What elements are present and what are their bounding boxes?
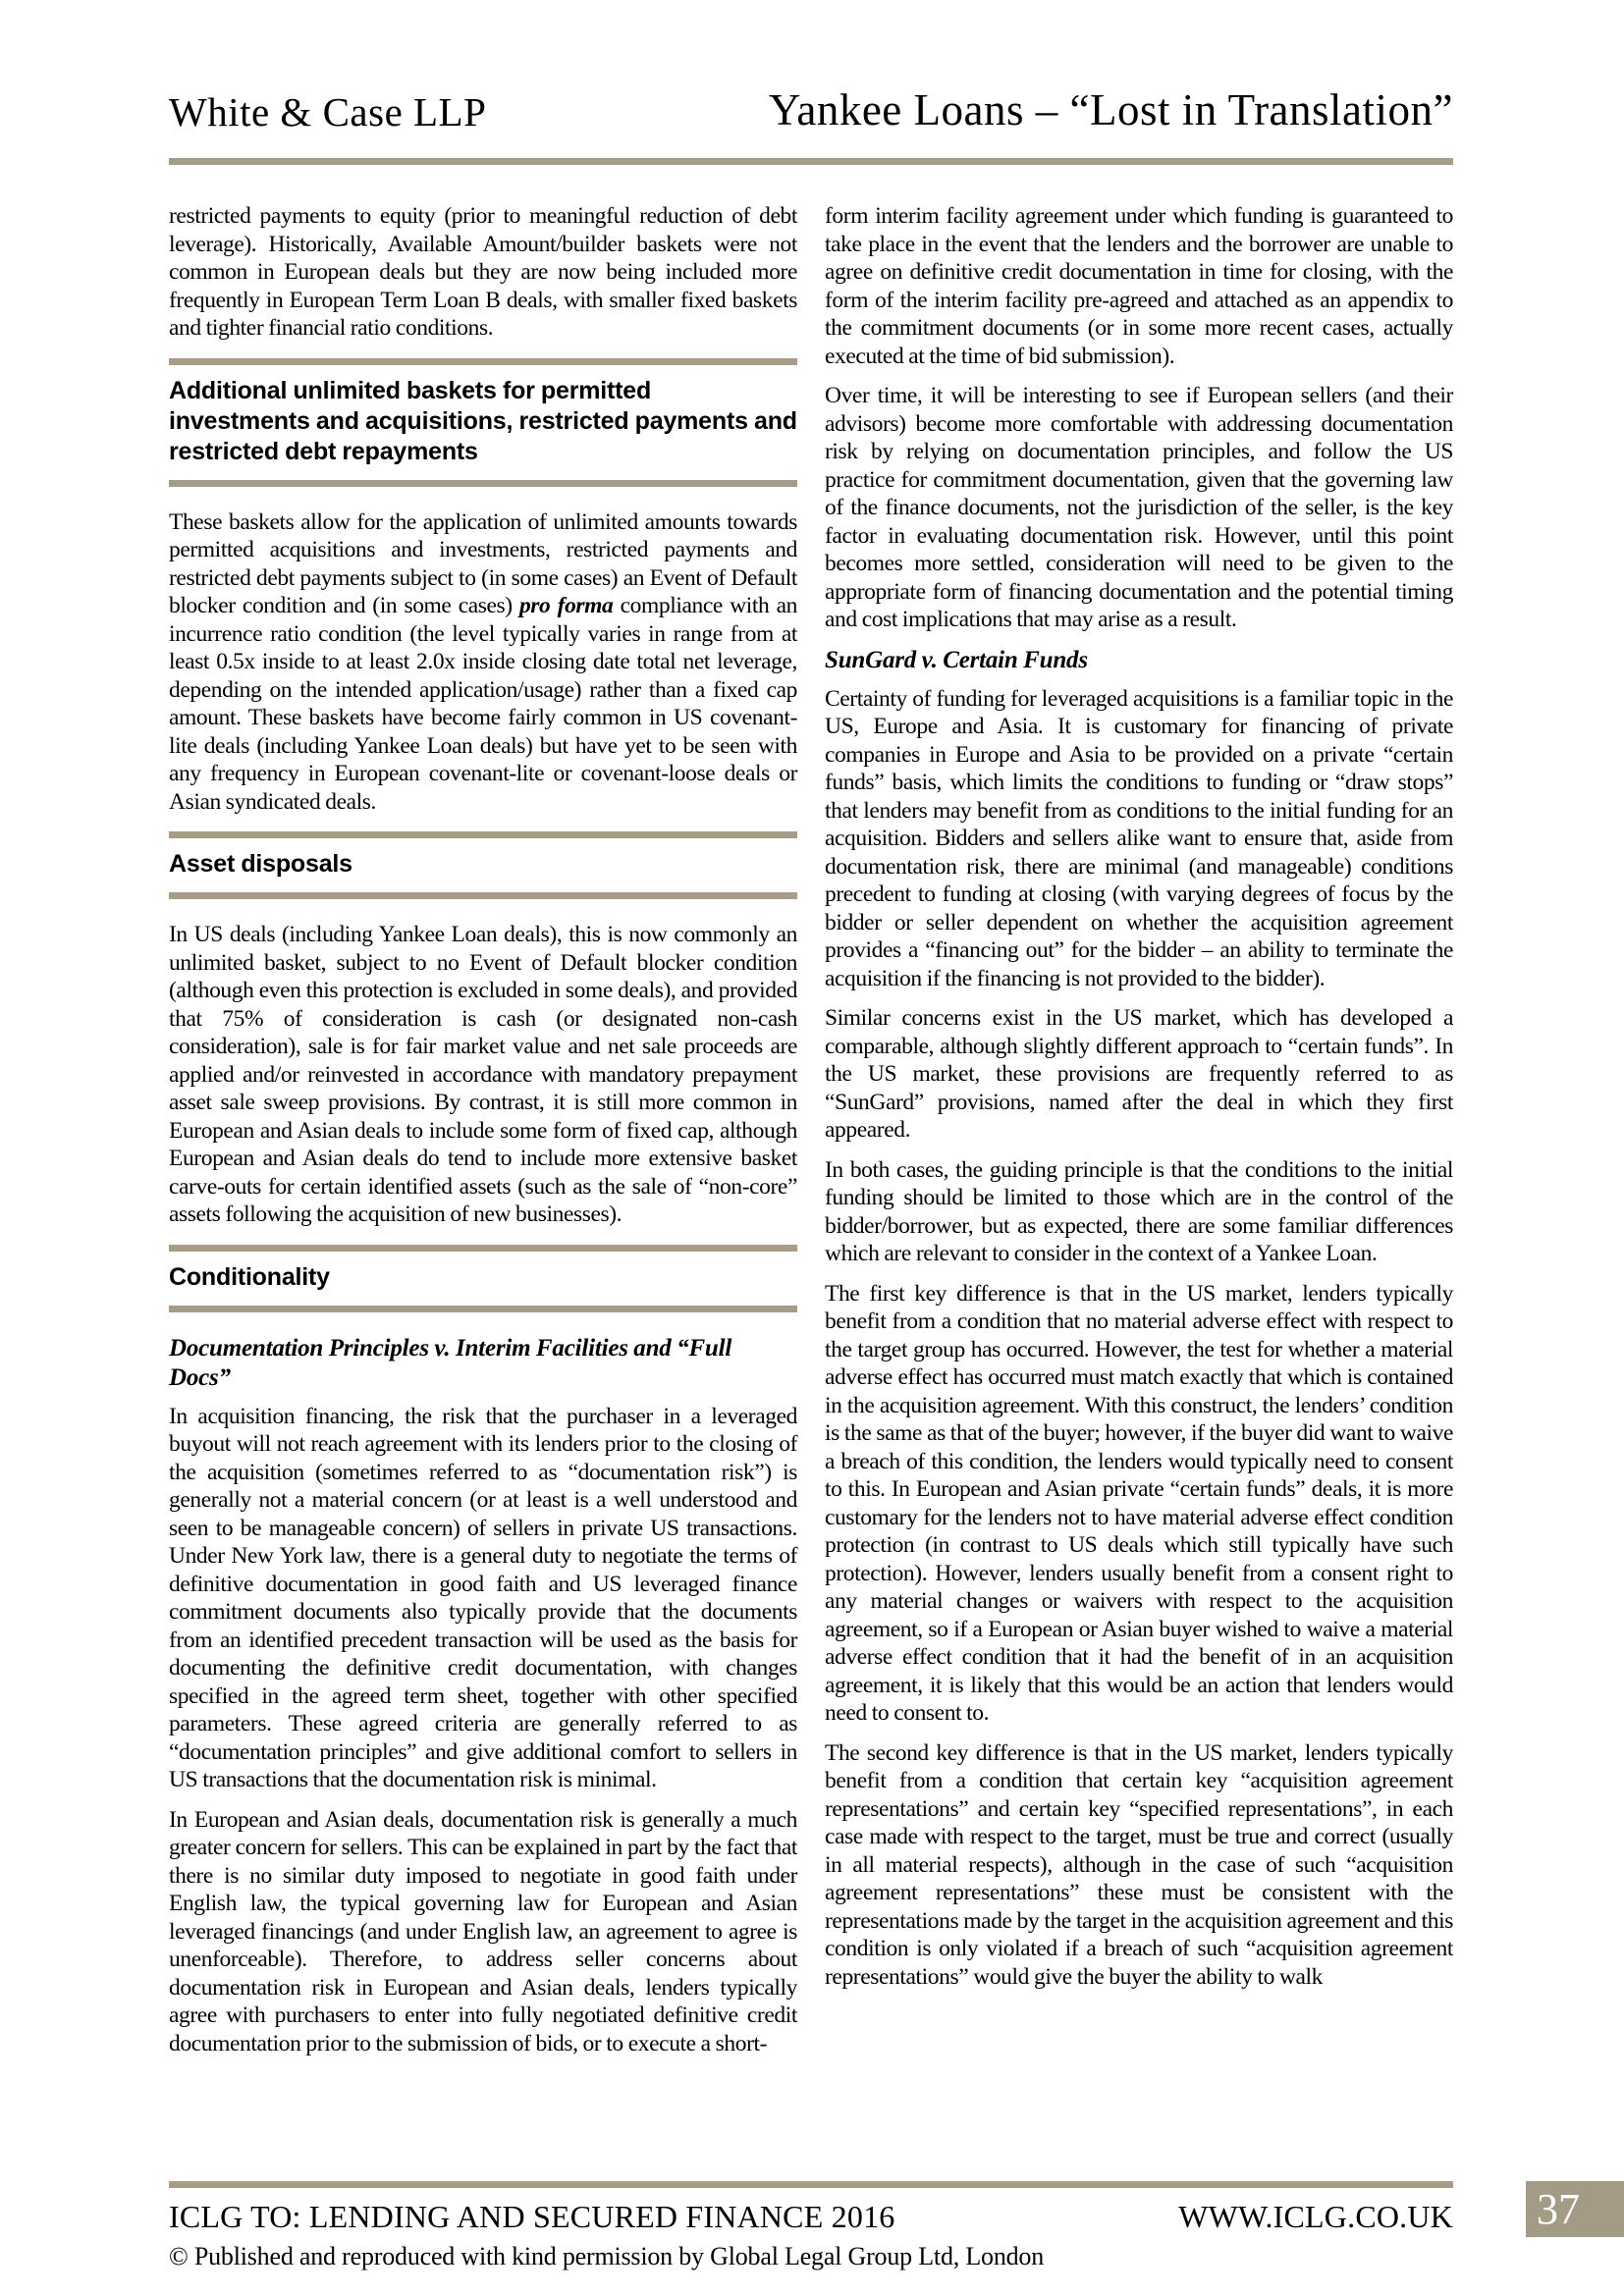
right-column <box>825 202 1453 2069</box>
publication-url: WWW.ICLG.CO.UK <box>1178 2199 1453 2234</box>
paragraph: In both cases, the guiding principle is that the conditions to the initial funding should be limited to those which are in the control of the bidder/borrower, but as expected, there are some familiar differences which are relevant to consider in the context of a Yankee Loan. <box>825 1156 1453 1266</box>
page-number-badge <box>1526 2181 1624 2237</box>
paragraph: In acquisition financing, the risk that the purchaser in a leveraged buyout will not reach agreement with its lenders prior to the closing of the acquisition (sometimes referred to as “documentation risk”) is generally not a material concern (or at least is a well understood and seen to be manageable concern) of sellers in private US transactions. Under New York law, there is a general duty to negotiate the terms of definitive documentation in good faith and US leveraged finance commitment documents also typically provide that the documents from an identified precedent transaction will be used as the basis for documenting the definitive credit documentation, with changes specified in the agreed term sheet, together with other specified parameters. These agreed criteria are generally referred to as “documentation principles” and give additional comfort to sellers in US transactions that the documentation risk is minimal. <box>169 1403 797 1792</box>
paragraph: The first key difference is that in the US market, lenders typically benefit from a condition that no material adverse effect with respect to the target group has occurred. However, the test for whether a material adverse effect has occurred must match exactly that which is contained in the acquisition agreement. With this construct, the lenders’ condition is the same as that of the buyer; however, if the buyer did want to waive a breach of this condition, the lenders would typically need to consent to this. In European and Asian private “certain funds” deals, it is more customary for the lenders not to have material adverse effect condition protection (in contrast to US deals which still typically have such protection). However, lenders usually benefit from a consent right to any material changes or waivers with respect to the acquisition agreement, so if a European or Asian buyer wished to waive a material adverse effect condition that it had the benefit of in an acquisition agreement, it is likely that this would be an action that lenders would need to consent to. <box>825 1280 1453 1726</box>
paragraph: Certainty of funding for leveraged acquisitions is a familiar topic in the US, Europe and Asia. It is customary for financing of private companies in Europe and Asia to be provided on a private “certain funds” basis, which limits the conditions to funding or “draw stops” that lenders may benefit from as conditions to the initial funding for an acquisition. Bidders and sellers alike want to ensure that, aside from documentation risk, there are minimal (and manageable) conditions precedent to funding at closing (with varying degrees of focus by the bidder or seller dependent on whether the acquisition agreement provides a “financing out” for the bidder – an ability to terminate the acquisition if the financing is not provided to the bidder). <box>825 685 1453 991</box>
article-title: Yankee Loans – “Lost in Translation” <box>768 85 1453 134</box>
paragraph: In European and Asian deals, documentation risk is generally a much greater concern for sellers. This can be explained in part by the fact that there is no similar duty imposed to negotiate in good faith under English law, the typical governing law for European and Asian leveraged financings (and under English law, an agreement to agree is unenforceable). Therefore, to address seller concerns about documentation risk in European and Asian deals, lenders typically agree with purchasers to enter into fully negotiated definitive credit documentation prior to the submission of bids, or to execute a short- <box>169 1806 797 2056</box>
page-number: 37 <box>1537 2185 1580 2233</box>
paragraph-text: These baskets allow for the application of unlimited amounts towards permitted acquisitions and investments, restricted payments and restricted debt payments subject to (in some cases) an Event of Default blocker condition and (in some cases) <box>169 508 797 618</box>
paragraph: Over time, it will be interesting to see if European sellers (and their advisors) become more comfortable with addressing documentation risk by relying on documentation principles, and follow the US practice for commitment documentation, given that the governing law of the finance documents, not the jurisdiction of the seller, is the key factor in evaluating documentation risk. However, until this point becomes more settled, consideration will need to be given to the appropriate form of financing documentation and the potential timing and cost implications that may arise as a result. <box>825 383 1453 632</box>
section-heading-asset-disposals: Asset disposals <box>169 831 797 899</box>
subsection-heading-documentation-principles: Documentation Principles v. Interim Facilities and “Full Docs” <box>169 1334 732 1391</box>
firm-name: White & Case LLP <box>169 89 487 134</box>
footer-row <box>169 2199 1453 2235</box>
footer-divider <box>169 2181 1453 2188</box>
italic-term: pro forma <box>518 593 614 618</box>
subsection-heading-sungard: SunGard v. Certain Funds <box>825 646 1088 673</box>
paragraph: Similar concerns exist in the US market, which has developed a comparable, although slightly different approach to “certain funds”. In the US market, these provisions are frequently referred to as “SunGard” provisions, named after the deal in which they first appeared. <box>825 1005 1453 1143</box>
section-heading-baskets: Additional unlimited baskets for permitted investments and acquisitions, restricted payments and restricted debt repayments <box>169 358 797 487</box>
paragraph: form interim facility agreement under which funding is guaranteed to take place in the event that the lenders and the borrower are unable to agree on definitive credit documentation in time for closing, with the form of the interim facility pre-agreed and attached as an appendix to the commitment documents (or in some more recent cases, actually executed at the time of bid submission). <box>825 203 1453 369</box>
paragraph-text: compliance with an incurrence ratio condition (the level typically varies in range from at least 0.5x inside to at least 2.0x inside closing date total net leverage, depending on the intended application/usage) rather than a fixed cap amount. These baskets have become fairly common in US covenant-lite deals (including Yankee Loan deals) but have yet to be seen with any frequency in European covenant-lite or covenant-loose deals or Asian syndicated deals. <box>169 593 798 815</box>
left-column <box>169 202 797 2069</box>
paragraph: restricted payments to equity (prior to meaningful reduction of debt leverage). Historically, Available Amount/builder baskets were not common in European deals but they are now being included more frequently in European Term Loan B deals, with smaller fixed baskets and tighter financial ratio conditions. <box>169 203 797 341</box>
paragraph: The second key difference is that in the US market, lenders typically benefit from a condition that certain key “acquisition agreement representations” and certain key “specified representations”, in each case made with respect to the target, must be true and correct (usually in all material respects), although in the case of such “acquisition agreement representations” these must be consistent with the representations made by the target in the acquisition agreement and this condition is only violated if a breach of such “acquisition agreement representations” would give the buyer the ability to walk <box>825 1739 1453 1990</box>
header-divider <box>169 158 1453 165</box>
article-body <box>169 202 1453 2069</box>
paragraph: In US deals (including Yankee Loan deals), this is now commonly an unlimited basket, subject to no Event of Default blocker condition (although even this protection is excluded in some deals), and provided that 75% of consideration is cash (or designated non-cash consideration), sale is for fair market value and net sale proceeds are applied and/or reinvested in accordance with mandatory prepayment asset sale sweep provisions. By contrast, it is still more common in European and Asian deals to include some form of fixed cap, although European and Asian deals do tend to include more extensive basket carve-outs for certain identified assets (such as the sale of “non-core” assets following the acquisition of new businesses). <box>169 922 797 1227</box>
copyright-notice: © Published and reproduced with kind permission by Global Legal Group Ltd, London <box>169 2242 1045 2270</box>
section-heading-conditionality: Conditionality <box>169 1245 797 1312</box>
publication-title: ICLG TO: LENDING AND SECURED FINANCE 2016 <box>169 2199 895 2234</box>
paragraph <box>169 508 797 817</box>
